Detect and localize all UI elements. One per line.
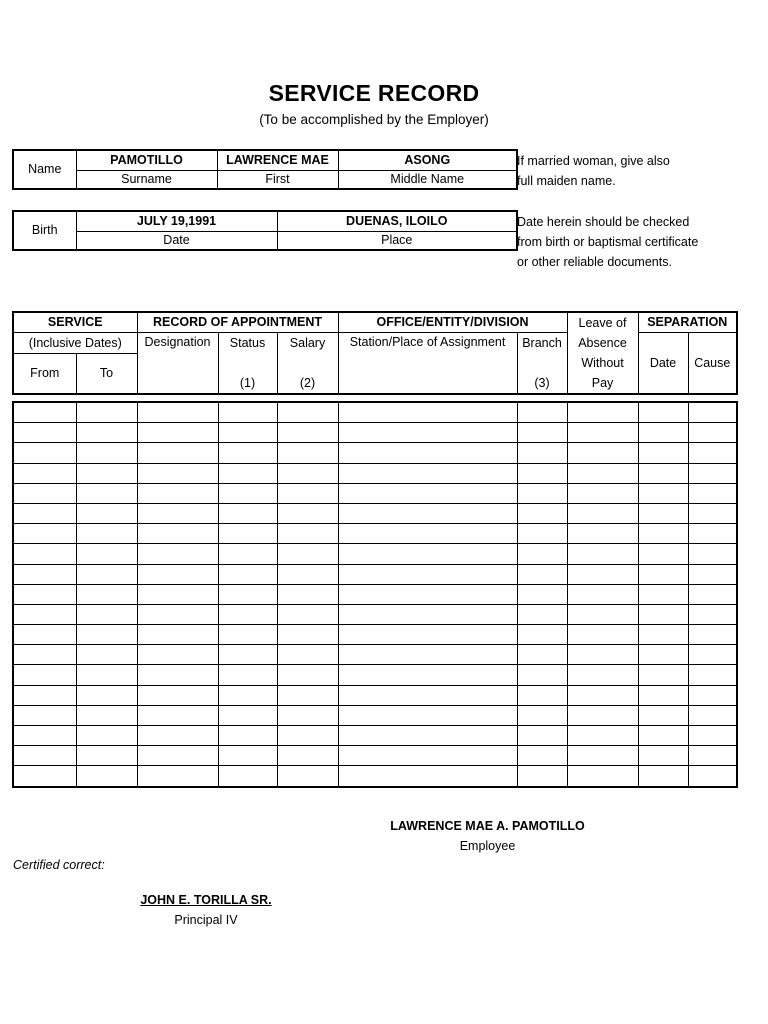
table-cell	[13, 463, 76, 483]
table-cell	[218, 463, 277, 483]
table-cell	[218, 665, 277, 685]
table-cell	[338, 544, 517, 564]
inclusive-dates-header: (Inclusive Dates)	[13, 333, 137, 354]
table-cell	[338, 645, 517, 665]
birth-place-value: DUENAS, ILOILO	[277, 211, 517, 231]
table-cell	[218, 402, 277, 423]
table-cell	[517, 705, 567, 725]
table-cell	[638, 625, 688, 645]
table-cell	[76, 746, 137, 766]
table-cell	[338, 726, 517, 746]
table-cell	[218, 766, 277, 787]
first-name-value: LAWRENCE MAE	[217, 150, 338, 170]
page-title: SERVICE RECORD	[268, 80, 480, 106]
certified-correct-label: Certified correct:	[13, 858, 105, 872]
table-cell	[567, 584, 638, 604]
separation-cause-header: Cause	[688, 333, 737, 395]
service-header-table	[12, 311, 738, 395]
table-cell	[567, 665, 638, 685]
table-cell	[277, 564, 338, 584]
table-cell	[638, 645, 688, 665]
name-table	[12, 149, 518, 190]
table-cell	[137, 726, 218, 746]
table-cell	[638, 423, 688, 443]
table-cell	[13, 604, 76, 624]
to-header: To	[76, 354, 137, 394]
table-cell	[137, 705, 218, 725]
table-cell	[567, 604, 638, 624]
table-cell	[137, 483, 218, 503]
table-cell	[76, 483, 137, 503]
table-cell	[517, 584, 567, 604]
table-cell	[13, 726, 76, 746]
table-cell	[76, 524, 137, 544]
table-cell	[567, 402, 638, 423]
table-cell	[277, 584, 338, 604]
table-cell	[137, 625, 218, 645]
place-caption: Place	[277, 231, 517, 250]
first-caption: First	[217, 170, 338, 189]
table-cell	[13, 503, 76, 523]
table-cell	[218, 705, 277, 725]
designation-header: Designation	[137, 333, 218, 395]
table-cell	[688, 766, 737, 787]
birth-label: Birth	[13, 211, 76, 250]
table-cell	[137, 746, 218, 766]
table-cell	[277, 463, 338, 483]
table-cell	[137, 584, 218, 604]
table-cell	[517, 423, 567, 443]
surname-caption: Surname	[76, 170, 217, 189]
table-cell	[76, 423, 137, 443]
table-row	[13, 625, 737, 645]
office-header: OFFICE/ENTITY/DIVISION	[338, 312, 567, 333]
table-cell	[338, 604, 517, 624]
table-row	[13, 483, 737, 503]
branch-spacer	[517, 354, 567, 374]
station-header: Station/Place of Assignment	[338, 333, 517, 395]
table-cell	[137, 402, 218, 423]
table-cell	[277, 483, 338, 503]
table-cell	[338, 483, 517, 503]
table-cell	[338, 746, 517, 766]
table-cell	[688, 483, 737, 503]
table-cell	[688, 584, 737, 604]
table-cell	[338, 524, 517, 544]
table-cell	[688, 463, 737, 483]
table-cell	[567, 503, 638, 523]
separation-date-header: Date	[638, 333, 688, 395]
table-cell	[137, 503, 218, 523]
table-cell	[137, 766, 218, 787]
table-cell	[13, 584, 76, 604]
table-cell	[13, 544, 76, 564]
table-cell	[277, 625, 338, 645]
table-cell	[76, 584, 137, 604]
table-cell	[638, 402, 688, 423]
birth-table	[12, 210, 518, 251]
table-cell	[517, 544, 567, 564]
table-cell	[277, 604, 338, 624]
table-cell	[567, 463, 638, 483]
table-cell	[218, 544, 277, 564]
table-cell	[688, 402, 737, 423]
table-row	[13, 503, 737, 523]
table-cell	[76, 463, 137, 483]
table-cell	[76, 604, 137, 624]
table-cell	[567, 766, 638, 787]
table-cell	[688, 625, 737, 645]
table-cell	[338, 423, 517, 443]
table-cell	[137, 665, 218, 685]
table-cell	[218, 726, 277, 746]
table-cell	[517, 685, 567, 705]
table-cell	[76, 705, 137, 725]
table-cell	[567, 544, 638, 564]
table-cell	[567, 645, 638, 665]
table-cell	[638, 705, 688, 725]
table-cell	[13, 746, 76, 766]
table-cell	[76, 402, 137, 423]
table-cell	[688, 524, 737, 544]
certifier-role: Principal IV	[174, 913, 238, 927]
table-cell	[137, 443, 218, 463]
name-note: If married woman, give also full maiden name.	[517, 154, 670, 188]
table-cell	[517, 463, 567, 483]
table-row	[13, 402, 737, 423]
table-cell	[517, 564, 567, 584]
table-cell	[338, 584, 517, 604]
table-cell	[638, 544, 688, 564]
birth-note: Date herein should be checked from birth or baptismal certificate or other reliable documents.	[517, 215, 699, 269]
table-cell	[338, 402, 517, 423]
table-row	[13, 544, 737, 564]
table-cell	[277, 402, 338, 423]
table-cell	[638, 726, 688, 746]
table-cell	[517, 503, 567, 523]
table-cell	[338, 705, 517, 725]
table-cell	[218, 685, 277, 705]
table-cell	[13, 443, 76, 463]
table-cell	[277, 665, 338, 685]
record-of-appointment-header: RECORD OF APPOINTMENT	[137, 312, 338, 333]
table-cell	[13, 665, 76, 685]
table-cell	[277, 443, 338, 463]
branch-header: Branch	[517, 333, 567, 354]
table-cell	[638, 604, 688, 624]
table-cell	[567, 726, 638, 746]
table-cell	[517, 766, 567, 787]
table-cell	[688, 604, 737, 624]
table-cell	[76, 625, 137, 645]
table-cell	[218, 604, 277, 624]
table-row	[13, 665, 737, 685]
table-row	[13, 746, 737, 766]
table-cell	[688, 423, 737, 443]
table-cell	[76, 544, 137, 564]
table-cell	[137, 544, 218, 564]
table-cell	[137, 645, 218, 665]
table-cell	[688, 705, 737, 725]
salary-spacer	[277, 354, 338, 374]
salary-header: Salary	[277, 333, 338, 354]
table-cell	[137, 463, 218, 483]
certifier-name: JOHN E. TORILLA SR.	[140, 893, 272, 907]
table-row	[13, 584, 737, 604]
table-cell	[517, 443, 567, 463]
table-cell	[277, 685, 338, 705]
table-row	[13, 604, 737, 624]
table-row	[13, 564, 737, 584]
table-cell	[218, 584, 277, 604]
table-row	[13, 524, 737, 544]
table-cell	[76, 685, 137, 705]
table-cell	[277, 645, 338, 665]
table-cell	[218, 443, 277, 463]
table-cell	[137, 524, 218, 544]
table-cell	[638, 443, 688, 463]
table-cell	[338, 564, 517, 584]
employee-name: LAWRENCE MAE A. PAMOTILLO	[390, 819, 585, 833]
table-cell	[517, 402, 567, 423]
table-cell	[13, 766, 76, 787]
table-cell	[638, 463, 688, 483]
table-cell	[76, 645, 137, 665]
table-cell	[277, 544, 338, 564]
branch-note: (3)	[517, 374, 567, 394]
status-header: Status	[218, 333, 277, 354]
table-cell	[567, 483, 638, 503]
table-cell	[688, 443, 737, 463]
middle-caption: Middle Name	[338, 170, 517, 189]
birth-date-value: JULY 19,1991	[76, 211, 277, 231]
date-caption: Date	[76, 231, 277, 250]
table-cell	[76, 443, 137, 463]
table-cell	[13, 402, 76, 423]
table-cell	[517, 625, 567, 645]
table-cell	[567, 746, 638, 766]
table-cell	[218, 746, 277, 766]
table-cell	[13, 564, 76, 584]
table-cell	[688, 726, 737, 746]
employee-role: Employee	[459, 839, 516, 853]
table-cell	[277, 503, 338, 523]
table-cell	[638, 746, 688, 766]
table-cell	[76, 665, 137, 685]
table-cell	[638, 584, 688, 604]
table-cell	[517, 645, 567, 665]
table-cell	[688, 685, 737, 705]
table-row	[13, 705, 737, 725]
table-cell	[688, 564, 737, 584]
table-row	[13, 685, 737, 705]
leave-header: Leave of Absence Without Pay	[567, 312, 638, 394]
table-cell	[13, 625, 76, 645]
table-row	[13, 726, 737, 746]
table-cell	[688, 665, 737, 685]
table-cell	[517, 524, 567, 544]
table-cell	[338, 665, 517, 685]
table-cell	[13, 524, 76, 544]
status-note: (1)	[218, 374, 277, 394]
table-cell	[638, 503, 688, 523]
table-cell	[76, 726, 137, 746]
name-label: Name	[13, 150, 76, 189]
table-cell	[338, 443, 517, 463]
status-spacer	[218, 354, 277, 374]
table-cell	[567, 564, 638, 584]
table-cell	[277, 423, 338, 443]
surname-value: PAMOTILLO	[76, 150, 217, 170]
table-cell	[338, 766, 517, 787]
table-cell	[338, 463, 517, 483]
table-row	[13, 443, 737, 463]
service-header: SERVICE	[13, 312, 137, 333]
table-cell	[76, 503, 137, 523]
table-row	[13, 645, 737, 665]
table-cell	[277, 705, 338, 725]
table-cell	[338, 625, 517, 645]
table-cell	[638, 483, 688, 503]
from-header: From	[13, 354, 76, 394]
table-cell	[13, 483, 76, 503]
table-cell	[638, 685, 688, 705]
table-cell	[218, 625, 277, 645]
table-cell	[567, 625, 638, 645]
table-cell	[76, 766, 137, 787]
table-cell	[137, 564, 218, 584]
table-cell	[517, 604, 567, 624]
table-cell	[688, 503, 737, 523]
table-row	[13, 766, 737, 787]
table-cell	[137, 604, 218, 624]
table-cell	[517, 665, 567, 685]
table-row	[13, 463, 737, 483]
table-cell	[13, 645, 76, 665]
table-cell	[13, 705, 76, 725]
table-row	[13, 423, 737, 443]
table-cell	[567, 423, 638, 443]
table-cell	[218, 564, 277, 584]
table-cell	[277, 766, 338, 787]
page-subtitle: (To be accomplished by the Employer)	[259, 112, 489, 127]
table-cell	[567, 443, 638, 463]
table-cell	[218, 503, 277, 523]
table-cell	[277, 524, 338, 544]
table-cell	[338, 685, 517, 705]
table-cell	[137, 423, 218, 443]
table-cell	[567, 524, 638, 544]
table-cell	[688, 746, 737, 766]
salary-note: (2)	[277, 374, 338, 394]
table-cell	[218, 483, 277, 503]
table-cell	[517, 726, 567, 746]
table-cell	[567, 705, 638, 725]
table-cell	[218, 423, 277, 443]
middle-name-value: ASONG	[338, 150, 517, 170]
table-cell	[13, 423, 76, 443]
table-cell	[638, 564, 688, 584]
table-cell	[517, 746, 567, 766]
table-cell	[638, 665, 688, 685]
table-cell	[638, 766, 688, 787]
table-cell	[218, 645, 277, 665]
table-cell	[13, 685, 76, 705]
table-cell	[76, 564, 137, 584]
table-cell	[277, 726, 338, 746]
table-cell	[137, 685, 218, 705]
table-cell	[688, 645, 737, 665]
service-rows-table	[12, 401, 738, 788]
separation-header: SEPARATION	[638, 312, 737, 333]
table-cell	[688, 544, 737, 564]
table-cell	[277, 746, 338, 766]
table-cell	[338, 503, 517, 523]
table-cell	[638, 524, 688, 544]
table-cell	[218, 524, 277, 544]
table-cell	[517, 483, 567, 503]
table-cell	[567, 685, 638, 705]
